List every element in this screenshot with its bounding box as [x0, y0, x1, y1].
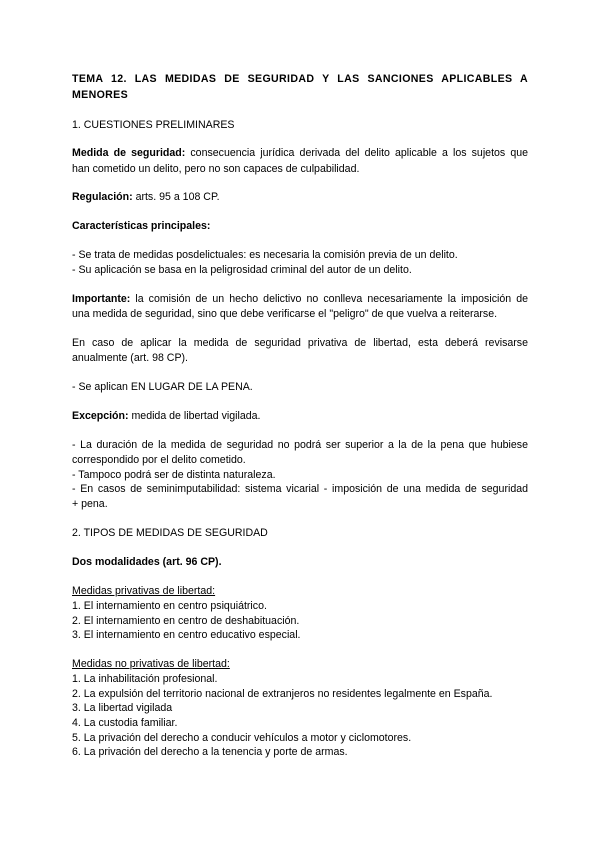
no-privativa-item: 4. La custodia familiar.	[72, 717, 178, 729]
no-privativa-item: 3. La libertad vigilada	[72, 702, 173, 714]
medida-text-1: consecuencia jurídica derivada del delito aplicable a los sujetos que	[185, 147, 528, 159]
medida-paragraph-line-2: han cometido un delito, pero no son capaces de culpabilidad.	[72, 163, 360, 175]
modalidades-heading	[72, 555, 528, 569]
limites-line-2: correspondido por el delito cometido.	[72, 454, 246, 466]
no-privativas-heading	[72, 657, 528, 671]
no-privativas-heading-text: Medidas no privativas de libertad:	[72, 658, 230, 670]
limites-line-4: - En casos de seminimputabilidad: sistema vicarial - imposición de una medida de seguridad	[72, 483, 528, 495]
revision-paragraph-line-2: anualmente (art. 98 CP).	[72, 352, 188, 364]
regulacion-line	[72, 190, 528, 204]
medida-paragraph-line-1	[72, 146, 528, 160]
importante-paragraph-line-2: una medida de seguridad, sino que debe verificarse el "peligro" de que vuelva a reiterarse.	[72, 308, 498, 320]
caracteristicas-heading-text: Características principales:	[72, 220, 211, 232]
excepcion-text: medida de libertad vigilada.	[128, 410, 261, 422]
privativas-heading	[72, 584, 528, 598]
importante-text-1: la comisión de un hecho delictivo no conlleva necesariamente la imposición de	[130, 293, 528, 305]
limites-line-3: - Tampoco podrá ser de distinta naturaleza.	[72, 469, 276, 481]
document-title-line-2: MENORES	[72, 89, 129, 101]
privativa-item: 3. El internamiento en centro educativo especial.	[72, 629, 301, 641]
privativas-heading-text: Medidas privativas de libertad:	[72, 585, 216, 597]
regulacion-label: Regulación:	[72, 191, 133, 203]
modalidades-heading-text: Dos modalidades (art. 96 CP).	[72, 556, 222, 568]
revision-paragraph-line-1: En caso de aplicar la medida de seguridad privativa de libertad, esta deberá revisarse	[72, 337, 528, 349]
medida-label: Medida de seguridad:	[72, 147, 186, 159]
document-title-line-1: TEMA 12. LAS MEDIDAS DE SEGURIDAD Y LAS SANCIONES APLICABLES A	[72, 73, 528, 85]
no-privativa-item: 6. La privación del derecho a la tenencia y porte de armas.	[72, 746, 348, 758]
section-1-heading: 1. CUESTIONES PRELIMINARES	[72, 119, 235, 131]
no-privativa-item: 2. La expulsión del territorio nacional de extranjeros no residentes legalmente en España.	[72, 688, 493, 700]
excepcion-line	[72, 409, 528, 423]
no-privativa-item: 5. La privación del derecho a conducir vehículos a motor y ciclomotores.	[72, 732, 412, 744]
caracteristica-item: - Se trata de medidas posdelictuales: es necesaria la comisión previa de un delito.	[72, 249, 458, 261]
importante-paragraph-line-1	[72, 292, 528, 306]
caracteristicas-heading	[72, 219, 528, 233]
caracteristica-item: - Su aplicación se basa en la peligrosidad criminal del autor de un delito.	[72, 264, 412, 276]
lugar-pena-line: - Se aplican EN LUGAR DE LA PENA.	[72, 381, 253, 393]
excepcion-label: Excepción:	[72, 410, 129, 422]
limites-line-1: - La duración de la medida de seguridad no podrá ser superior a la de la pena que hubiese	[72, 439, 528, 451]
importante-label: Importante:	[72, 293, 131, 305]
no-privativa-item: 1. La inhabilitación profesional.	[72, 673, 218, 685]
limites-line-5: + pena.	[72, 498, 108, 510]
privativa-item: 1. El internamiento en centro psiquiátrico.	[72, 600, 267, 612]
section-2-heading: 2. TIPOS DE MEDIDAS DE SEGURIDAD	[72, 527, 268, 539]
regulacion-text: arts. 95 a 108 CP.	[132, 191, 220, 203]
privativa-item: 2. El internamiento en centro de deshabituación.	[72, 615, 300, 627]
